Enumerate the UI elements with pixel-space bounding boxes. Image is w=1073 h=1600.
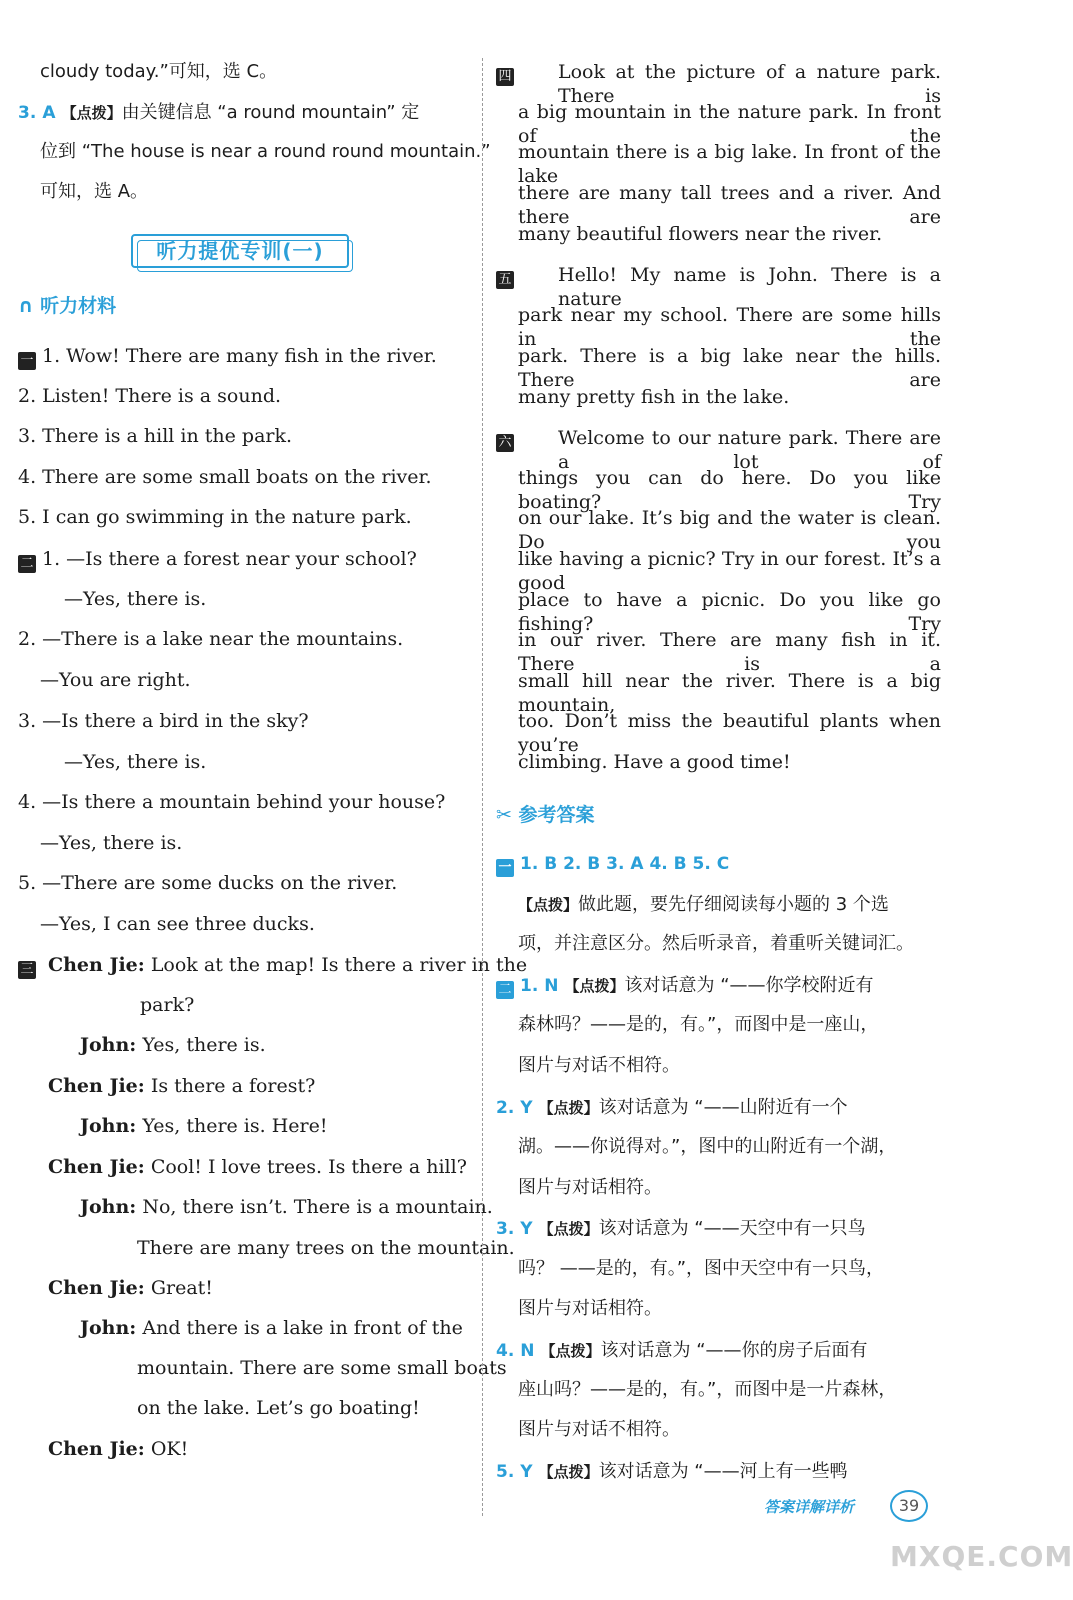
section-icon: 二	[496, 981, 514, 999]
list-item: 4. There are some small boats on the river.	[18, 466, 432, 488]
dialog-line: Chen Jie: Cool! I love trees. Is there a hill?	[48, 1156, 467, 1178]
list-item: 3. —Is there a bird in the sky?	[18, 710, 309, 732]
answer-item: 5. Y 【点拨】该对话意为 “——河上有一些鸭	[496, 1461, 848, 1482]
explanation-line: 森林吗？——是的，有。”，而图中是一座山，	[518, 1014, 879, 1035]
answer-item: 2. Y 【点拨】该对话意为 “——山附近有一个	[496, 1097, 848, 1118]
paragraph-line: climbing. Have a good time!	[518, 751, 791, 773]
section-icon: 一	[18, 352, 36, 370]
dialog-line: Chen Jie: Is there a forest?	[48, 1075, 316, 1097]
explanation-line: 图片与对话不相符。	[518, 1419, 680, 1440]
q3-answer: 3. A 【点拨】由关键信息 “a round mountain” 定	[18, 102, 420, 123]
q3-line2: 位到 “The house is near a round round mountain.”	[40, 141, 491, 162]
paragraph-line: many pretty fish in the lake.	[518, 386, 790, 408]
answer-item: 4. N 【点拨】该对话意为 “——你的房子后面有	[496, 1340, 868, 1361]
paragraph-line: place to have a picnic. Do you like go fishing? Try	[518, 589, 941, 635]
paragraph-line: mountain there is a big lake. In front of the lake	[518, 141, 941, 187]
list-item: 5. I can go swimming in the nature park.	[18, 506, 412, 528]
right-column	[496, 0, 941, 1600]
paragraph-line: in our river. There are many fish in it. There is a	[518, 629, 941, 675]
explanation-line: 【点拨】做此题，要先仔细阅读每小题的 3 个选	[518, 894, 889, 915]
dialog-line: John: Yes, there is. Here!	[80, 1115, 328, 1137]
dialog-line: park?	[140, 994, 195, 1016]
explanation-line: 图片与对话相符。	[518, 1298, 662, 1319]
section-icon: 六	[496, 434, 514, 452]
paragraph-line: Welcome to our nature park. There are a lot of	[558, 427, 941, 473]
explanation-line: 图片与对话相符。	[518, 1177, 662, 1198]
explanation-line: 项，并注意区分。然后听录音，着重听关键词汇。	[518, 933, 914, 954]
carryover-line: cloudy today.”可知，选 C。	[40, 61, 278, 82]
paragraph-line: park. There is a big lake near the hills. There are	[518, 345, 941, 391]
list-item: —Yes, there is.	[64, 588, 207, 610]
dialog-line: mountain. There are some small boats	[137, 1357, 507, 1379]
dialog-line: Chen Jie: Great!	[48, 1277, 213, 1299]
explanation-line: 图片与对话不相符。	[518, 1055, 680, 1076]
list-item: 3. There is a hill in the park.	[18, 425, 293, 447]
dialog-line: There are many trees on the mountain.	[137, 1237, 515, 1259]
list-item: —Yes, there is.	[40, 832, 183, 854]
dialog-line: on the lake. Let’s go boating!	[137, 1397, 420, 1419]
explanation-line: 吗？ ——是的，有。”，图中天空中有一只鸟，	[518, 1258, 885, 1279]
list-item: —You are right.	[40, 669, 191, 691]
watermark: MXQE.COM	[890, 1540, 1073, 1573]
answer-item: 3. Y 【点拨】该对话意为 “——天空中有一只鸟	[496, 1218, 866, 1239]
list-item: 1. —Is there a forest near your school?	[42, 548, 417, 570]
paragraph-line: on our lake. It’s big and the water is clean. Do you	[518, 507, 941, 553]
dialog-line: John: No, there isn’t. There is a mountain.	[80, 1196, 493, 1218]
paragraph-line: a big mountain in the nature park. In front of the	[518, 101, 941, 147]
section-icon: 五	[496, 271, 514, 289]
page-number: 39	[890, 1490, 928, 1522]
section-banner: 听力提优专训(一)	[131, 234, 349, 268]
section-icon: 四	[496, 68, 514, 86]
q3-line3: 可知，选 A。	[40, 181, 149, 202]
list-item: 2. Listen! There is a sound.	[18, 385, 282, 407]
paragraph-line: too. Don’t miss the beautiful plants when you’re	[518, 710, 941, 756]
dialog-line: Chen Jie: OK!	[48, 1438, 189, 1460]
list-item: 4. —Is there a mountain behind your house?	[18, 791, 446, 813]
section-icon: 三	[18, 961, 36, 979]
dialog-line: John: Yes, there is.	[80, 1034, 266, 1056]
column-divider	[482, 58, 483, 1516]
footer-label: 答案详解详析	[764, 1498, 855, 1516]
answers-heading: ✂ 参考答案	[496, 804, 595, 826]
listening-material-heading: ∩ 听力材料	[18, 295, 117, 317]
list-item: 1. Wow! There are many fish in the river.	[42, 345, 437, 367]
dialog-line: Chen Jie: Look at the map! Is there a river in the	[48, 954, 528, 976]
section-icon: 一	[496, 859, 514, 877]
answer-key-1: 一 1. B 2. B 3. A 4. B 5. C	[496, 852, 941, 877]
paragraph-line: there are many tall trees and a river. And there are	[518, 182, 941, 228]
section-icon: 二	[18, 555, 36, 573]
list-item: 5. —There are some ducks on the river.	[18, 872, 398, 894]
paragraph-line: things you can do here. Do you like boating? Try	[518, 467, 941, 513]
paperclip-icon: ✂	[496, 804, 512, 826]
list-item: —Yes, I can see three ducks.	[40, 913, 315, 935]
list-item: 2. —There is a lake near the mountains.	[18, 628, 404, 650]
paragraph-line: Hello! My name is John. There is a nature	[558, 264, 941, 310]
headphone-icon: ∩	[18, 295, 34, 317]
paragraph-line: like having a picnic? Try in our forest. It’s a good	[518, 548, 941, 594]
paragraph-line: Look at the picture of a nature park. There is	[558, 61, 941, 107]
paragraph-line: small hill near the river. There is a big mountain,	[518, 670, 941, 716]
explanation-line: 湖。——你说得对。”，图中的山附近有一个湖，	[518, 1136, 897, 1157]
paragraph-line: many beautiful flowers near the river.	[518, 223, 883, 245]
list-item: —Yes, there is.	[64, 751, 207, 773]
dialog-line: John: And there is a lake in front of the	[80, 1317, 463, 1339]
paragraph-line: park near my school. There are some hills in the	[518, 304, 941, 350]
explanation-line: 座山吗？——是的，有。”，而图中是一片森林，	[518, 1379, 897, 1400]
left-column	[18, 0, 528, 1600]
answer-item: 二 1. N 【点拨】该对话意为 “——你学校附近有	[496, 973, 941, 999]
